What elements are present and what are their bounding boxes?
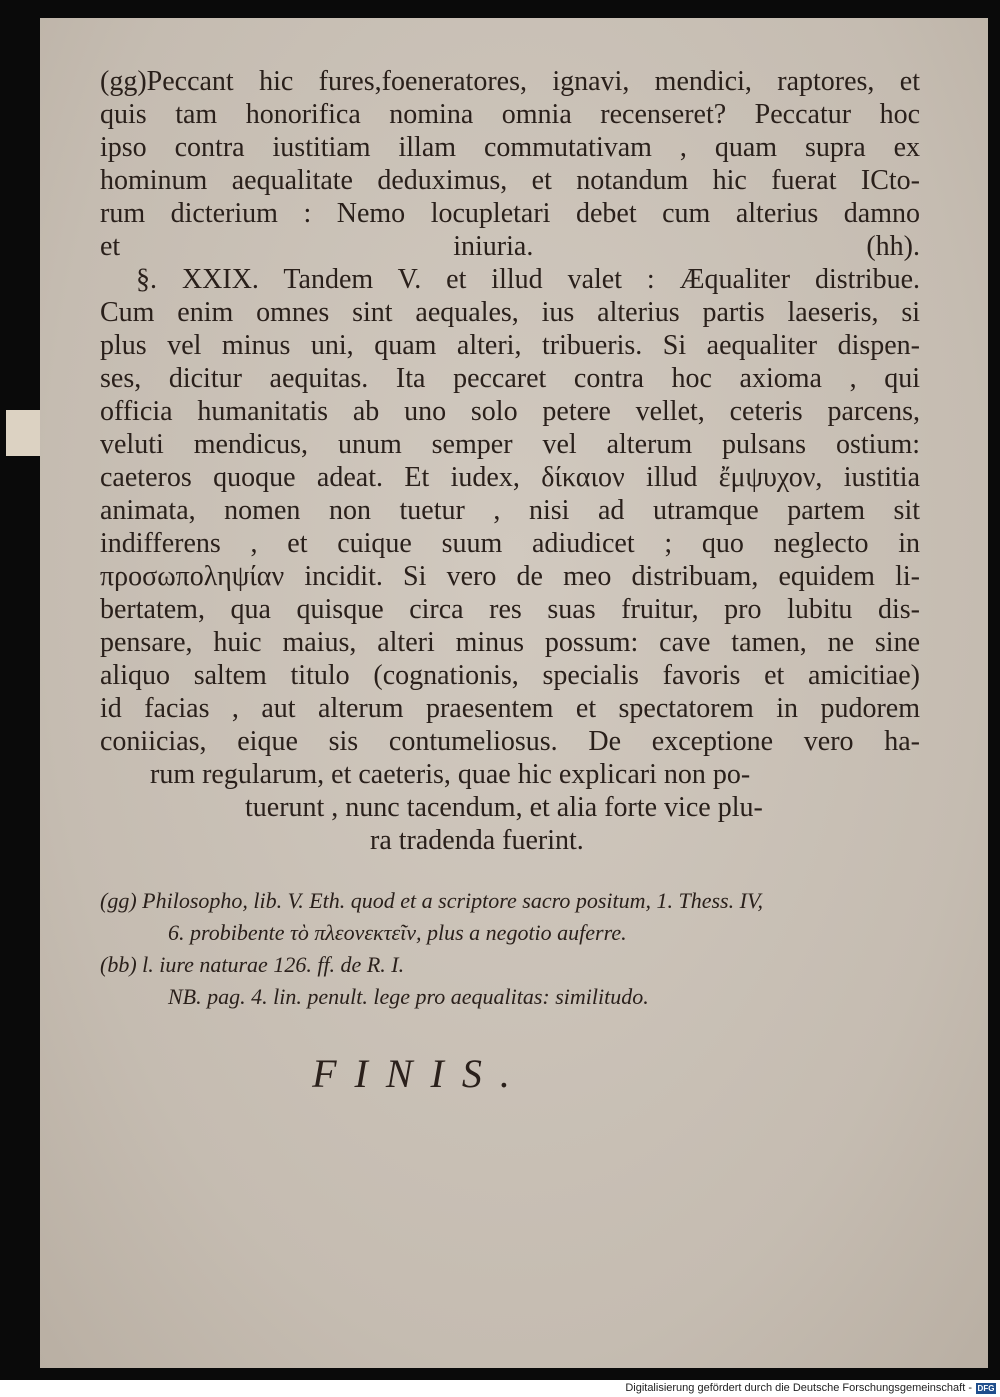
text-line: Cum enim omnes sint aequales, ius alterius partis laeseris, si bbox=[100, 297, 920, 328]
text-line: pensare, huic maius, alteri minus possum: cave tamen, ne sine bbox=[100, 627, 920, 658]
finis-heading: FINIS. bbox=[312, 1051, 528, 1096]
footnote-hh: (bb) l. iure naturae 126. ff. de R. I. bbox=[100, 952, 405, 977]
text-line: id facias , aut alterum praesentem et spectatorem in pudorem bbox=[100, 693, 920, 724]
text-line: officia humanitatis ab uno solo petere vellet, ceteris parcens, bbox=[100, 396, 920, 427]
text-line: §. XXIX. Tandem V. et illud valet : Æqualiter distribue. bbox=[136, 264, 920, 295]
main-text bbox=[100, 65, 920, 857]
closing-line: tuerunt , nunc tacendum, et alia forte vice plu- bbox=[245, 792, 763, 823]
footnote-gg: (gg) Philosopho, lib. V. Eth. quod et a scriptore sacro positum, 1. Thess. IV, bbox=[100, 888, 764, 913]
text-line: veluti mendicus, unum semper vel alterum pulsans ostium: bbox=[100, 429, 920, 460]
text-line: bertatem, qua quisque circa res suas fruitur, pro lubitu dis- bbox=[100, 594, 920, 625]
footer-text: Digitalisierung gefördert durch die Deutsche Forschungsgemeinschaft - bbox=[625, 1382, 972, 1394]
text-line: ipso contra iustitiam illam commutativam , quam supra ex bbox=[100, 132, 920, 163]
text-line: προσωποληψίαν incidit. Si vero de meo distribuam, equidem li- bbox=[100, 561, 920, 592]
text-line: coniicias, eique sis contumeliosus. De exceptione vero ha- bbox=[100, 726, 920, 757]
text-line: indifferens , et cuique suum adiudicet ; quo neglecto in bbox=[100, 528, 920, 559]
closing-line: ra tradenda fuerint. bbox=[370, 825, 584, 856]
footnote-gg-cont: 6. probibente τὸ πλεονεκτεῖν, plus a negotio auferre. bbox=[168, 920, 627, 945]
errata-note: NB. pag. 4. lin. penult. lege pro aequalitas: similitudo. bbox=[168, 984, 649, 1009]
footnotes bbox=[100, 885, 920, 1013]
text-line: animata, nomen non tuetur , nisi ad utramque partem sit bbox=[100, 495, 920, 526]
text-line: caeteros quoque adeat. Et iudex, δίκαιον illud ἔμψυχον, iustitia bbox=[100, 462, 920, 493]
text-line: (gg)Peccant hic fures,foeneratores, ignavi, mendici, raptores, et bbox=[100, 66, 920, 97]
text-line: hominum aequalitate deduximus, et notandum hic fuerat ICto- bbox=[100, 165, 920, 196]
paper-tab bbox=[6, 410, 44, 456]
digitization-footer bbox=[0, 1380, 1000, 1397]
text-line: ses, dicitur aequitas. Ita peccaret contra hoc axioma , qui bbox=[100, 363, 920, 394]
text-line: quis tam honorifica nomina omnia recenseret? Peccatur hoc bbox=[100, 99, 920, 130]
text-line: plus vel minus uni, quam alteri, tribueris. Si aequaliter dispen- bbox=[100, 330, 920, 361]
text-line: rum dicterium : Nemo locupletari debet cum alterius damno bbox=[100, 198, 920, 229]
text-line: aliquo saltem titulo (cognationis, specialis favoris et amicitiae) bbox=[100, 660, 920, 691]
dfg-logo-icon: DFG bbox=[977, 1384, 995, 1393]
closing-line: rum regularum, et caeteris, quae hic explicari non po- bbox=[150, 759, 751, 790]
text-line: et iniuria. (hh). bbox=[100, 231, 920, 262]
